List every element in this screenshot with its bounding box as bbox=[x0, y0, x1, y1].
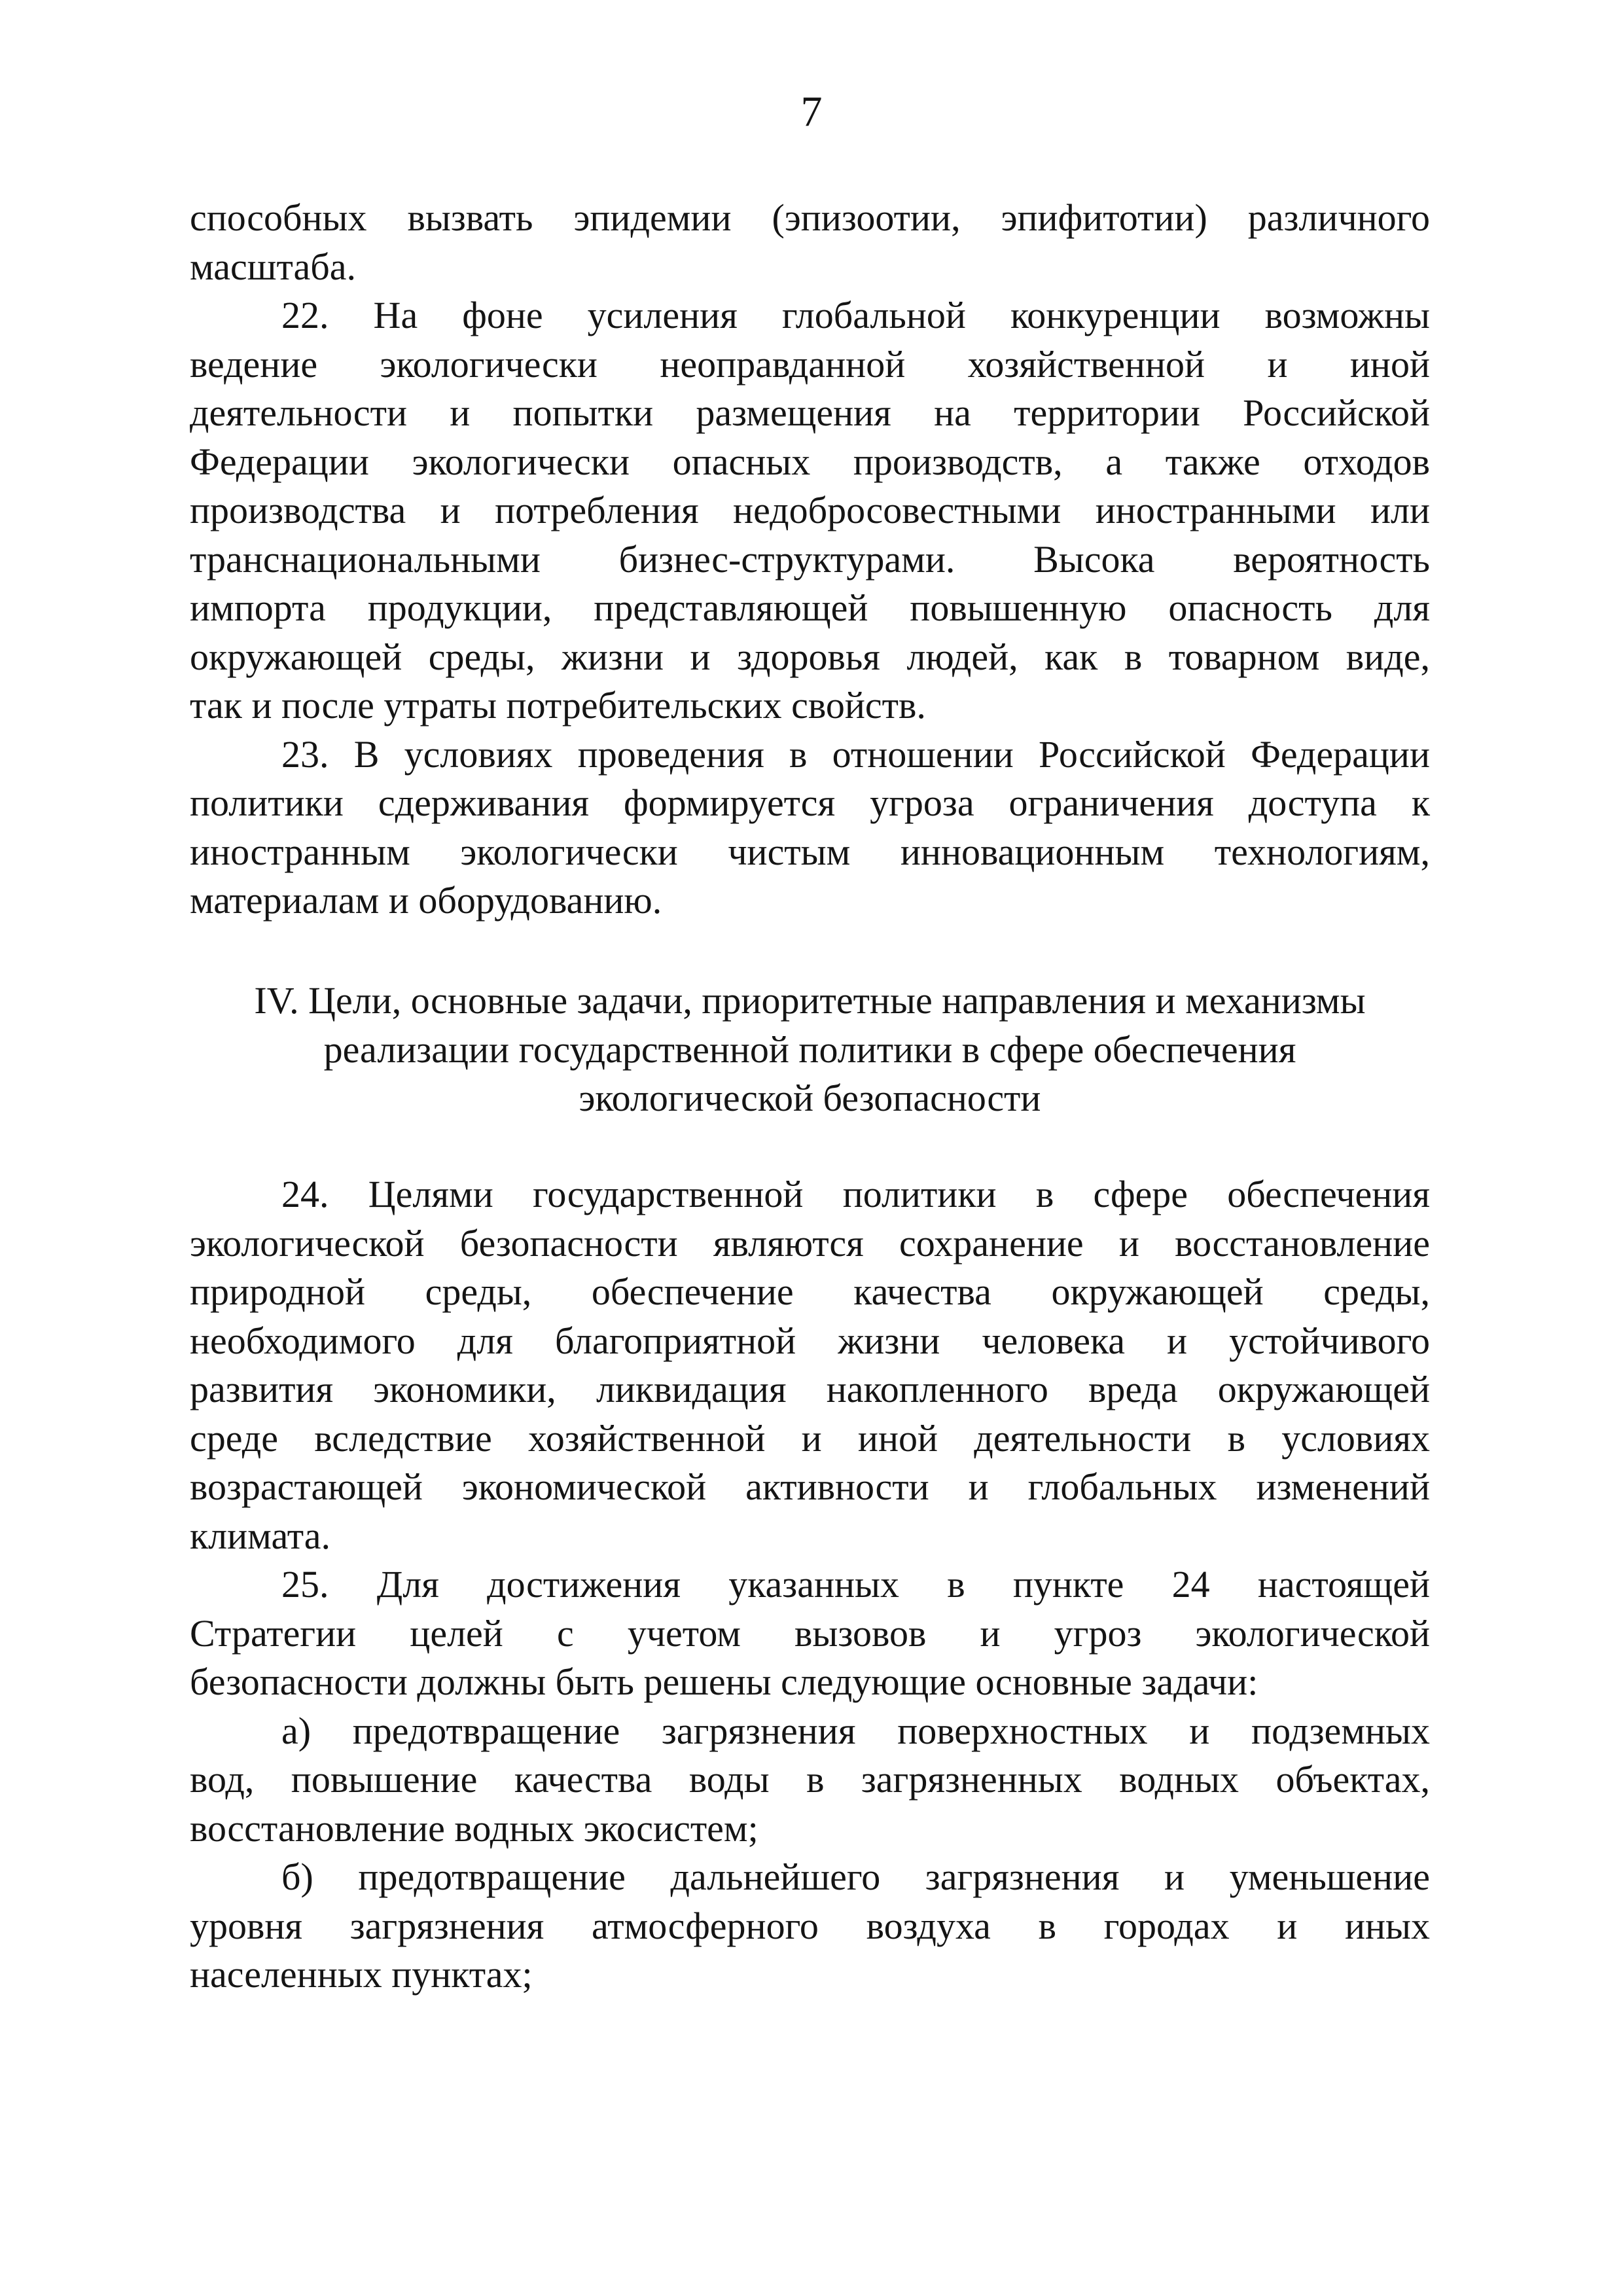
heading-line: IV. Цели, основные задачи, приоритетные направления и механизмы bbox=[254, 979, 1366, 1022]
text-line: природной среды, обеспечение качества окружающей среды, bbox=[190, 1270, 1430, 1313]
text-line: необходимого для благоприятной жизни человека и устойчивого bbox=[190, 1319, 1430, 1362]
text-line: возрастающей экономической активности и глобальных изменений bbox=[190, 1465, 1430, 1508]
text-line: экологической безопасности являются сохранение и восстановление bbox=[190, 1221, 1430, 1265]
paragraph-25-start: 25. Для достижения указанных в пункте 24 настоящей bbox=[281, 1563, 1430, 1605]
text-line: безопасности должны быть решены следующие основные задачи: bbox=[190, 1660, 1258, 1703]
heading-line: реализации государственной политики в сфере обеспечения bbox=[323, 1028, 1296, 1071]
text-line: масштаба. bbox=[190, 245, 357, 288]
text-line: климата. bbox=[190, 1514, 331, 1557]
text-line: иностранным экологически чистым инновационным технологиям, bbox=[190, 830, 1430, 873]
section-heading bbox=[190, 977, 1430, 1123]
list-item-a-start: а) предотвращение загрязнения поверхностных и подземных bbox=[281, 1709, 1430, 1752]
list-item-b-start: б) предотвращение дальнейшего загрязнения и уменьшение bbox=[281, 1856, 1430, 1898]
text-line: Стратегии целей с учетом вызовов и угроз экологической bbox=[190, 1611, 1430, 1655]
text-line: производства и потребления недобросовестными иностранными или bbox=[190, 489, 1430, 531]
text-line: окружающей среды, жизни и здоровья людей, как в товарном виде, bbox=[190, 635, 1430, 678]
text-line: ведение экологически неоправданной хозяйственной и иной bbox=[190, 342, 1430, 386]
text-line: деятельности и попытки размещения на территории Российской bbox=[190, 391, 1430, 434]
text-line: населенных пунктах; bbox=[190, 1953, 533, 1996]
text-line: вод, повышение качества воды в загрязненных водных объектах, bbox=[190, 1758, 1430, 1801]
text-line: развития экономики, ликвидация накопленного вреда окружающей bbox=[190, 1368, 1430, 1410]
text-line: способных вызвать эпидемии (эпизоотии, эпифитотии) различного bbox=[190, 196, 1430, 239]
text-line: Федерации экологически опасных производств, а также отходов bbox=[190, 440, 1430, 483]
page-number: 7 bbox=[800, 88, 823, 135]
paragraph-23-start: 23. В условиях проведения в отношении Российской Федерации bbox=[281, 732, 1430, 776]
text-line: политики сдерживания формируется угроза ограничения доступа к bbox=[190, 781, 1430, 824]
text-line: материалам и оборудованию. bbox=[190, 879, 662, 922]
text-line: импорта продукции, представляющей повышенную опасность для bbox=[190, 586, 1430, 629]
text-line: транснациональными бизнес-структурами. Высока вероятность bbox=[190, 537, 1430, 581]
heading-line: экологической безопасности bbox=[579, 1077, 1041, 1119]
paragraph-22-start: 22. На фоне усиления глобальной конкуренции возможны bbox=[281, 294, 1430, 336]
text-line: уровня загрязнения атмосферного воздуха в городах и иных bbox=[190, 1904, 1430, 1947]
text-line: среде вследствие хозяйственной и иной деятельности в условиях bbox=[190, 1416, 1430, 1460]
paragraph-24-start: 24. Целями государственной политики в сфере обеспечения bbox=[281, 1173, 1430, 1215]
text-block-2 bbox=[190, 1170, 1430, 2000]
text-line: так и после утраты потребительских свойств. bbox=[190, 684, 926, 726]
text-line: восстановление водных экосистем; bbox=[190, 1806, 758, 1850]
text-block-1 bbox=[190, 194, 1430, 925]
